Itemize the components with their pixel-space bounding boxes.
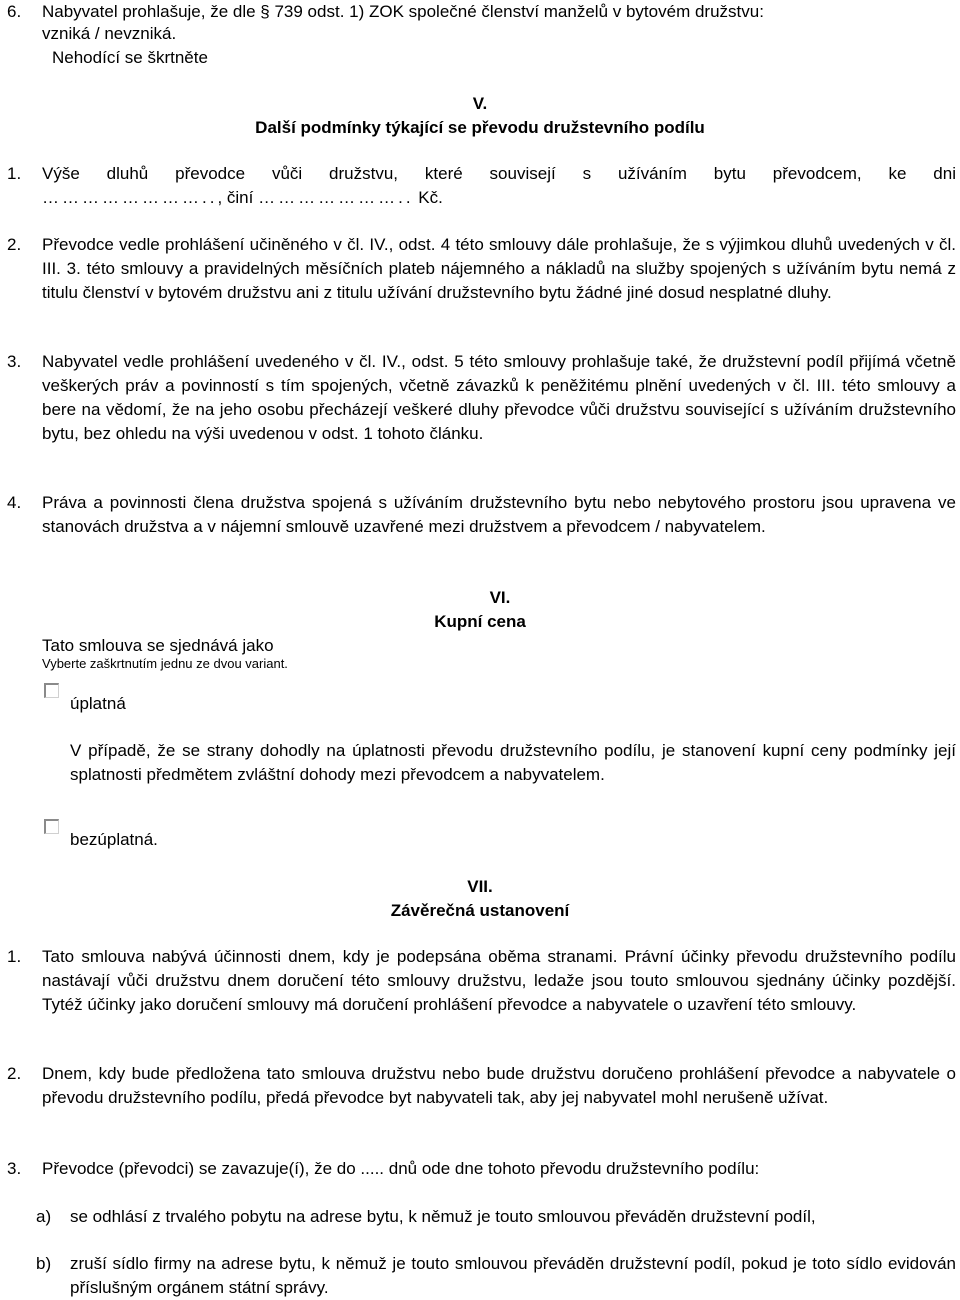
price-type-intro: Tato smlouva se sjednává jako bbox=[42, 636, 274, 655]
free-checkbox[interactable] bbox=[44, 819, 59, 834]
s5-item-4-number: 4. bbox=[7, 493, 22, 512]
section-7-title: Závěrečná ustanovení bbox=[390, 901, 570, 920]
item-6-line1: Nabyvatel prohlašuje, že dle § 739 odst. 1) ZOK společné členství manželů v bytovém družstvu: bbox=[42, 2, 764, 21]
section-5-title: Další podmínky týkající se převodu družstevního podílu bbox=[255, 118, 705, 137]
debt-date-blank[interactable]: …………………….. bbox=[42, 188, 218, 207]
s7-subitem-a-label: a) bbox=[36, 1207, 52, 1226]
s5-item-4-text: Práva a povinnosti člena družstva spojená s užíváním družstevního bytu nebo nebytového prostoru jsou upravena ve stanovách družstva a v nájemní smlouvě uzavřené mezi družstvem a převodcem / nabyvatelem. bbox=[42, 493, 956, 536]
paid-option-label: úplatná bbox=[70, 694, 126, 713]
debt-date-suffix: , činí bbox=[217, 188, 254, 207]
s5-item-3-text: Nabyvatel vedle prohlášení uvedeného v čl. IV., odst. 5 této smlouvy prohlašuje také, že družstevní podíl přijímá včetně veškerých práv a povinností s tím spojených, včetně závazků k peněžitému plnění uvedených v čl. III. této smlouvy a bere na vědomí, že na jeho osobu přecházejí veškeré dluhy převodce vůči družstvu související s užíváním družstevního bytu, bez ohledu na výši uvedenou v odst. 1 tohoto článku. bbox=[42, 352, 956, 443]
item-6-options: vzniká / nevzniká. bbox=[42, 24, 177, 43]
s7-subitem-b-text: zruší sídlo firmy na adrese bytu, k němuž je touto smlouvou převáděn družstevní podíl, pokud je toto sídlo evidován příslušným orgánem státní správy. bbox=[70, 1254, 956, 1297]
s5-item-2-text: Převodce vedle prohlášení učiněného v čl. IV., odst. 4 této smlouvy dále prohlašuje, že s výjimkou dluhů uvedených v čl. III. 3. této smlouvy a pravidelných měsíčních plateb nájemného a nákladů na služby spojených s užíváním bytu nemá z titulu členství v bytovém družstvu ani z titulu užívání družstevního bytu žádné jiné dosud nesplatné dluhy. bbox=[42, 235, 956, 302]
s7-item-3-number: 3. bbox=[7, 1159, 22, 1178]
price-type-hint: Vyberte zaškrtnutím jednu ze dvou variant. bbox=[42, 656, 288, 671]
s7-subitem-b-label: b) bbox=[36, 1254, 52, 1273]
s7-item-2-number: 2. bbox=[7, 1064, 22, 1083]
s5-item-3-number: 3. bbox=[7, 352, 22, 371]
section-5-numeral: V. bbox=[472, 94, 488, 113]
section-7-numeral: VII. bbox=[467, 877, 493, 896]
s7-item-3-text: Převodce (převodci) se zavazuje(í), že do ..... dnů ode dne tohoto převodu družstevního podílu: bbox=[42, 1159, 760, 1178]
s5-item-1-line1: Výše dluhů převodce vůči družstvu, které souvisejí s užíváním bytu převodcem, ke dni bbox=[42, 164, 956, 183]
free-option-label: bezúplatná. bbox=[70, 830, 158, 849]
section-6-title: Kupní cena bbox=[434, 612, 526, 631]
s7-item-1-number: 1. bbox=[7, 947, 22, 966]
debt-amount-blank[interactable]: ………………….. bbox=[258, 188, 414, 207]
debt-currency: Kč. bbox=[413, 188, 443, 207]
paid-option-text: V případě, že se strany dohodly na úplatnosti převodu družstevního podílu, je stanovení kupní ceny podmínky její splatnosti předmětem zvláštní dohody mezi převodcem a nabyvatelem. bbox=[70, 741, 956, 784]
item-6-note: Nehodící se škrtněte bbox=[52, 48, 208, 67]
item-6-number: 6. bbox=[7, 2, 22, 21]
paid-checkbox[interactable] bbox=[44, 683, 59, 698]
s7-item-2-text: Dnem, kdy bude předložena tato smlouva družstvu nebo bude družstvu doručeno prohlášení převodce a nabyvatele o převodu družstevního podílu, předá převodce byt nabyvateli tak, aby jej nabyvatel mohl nerušeně užívat. bbox=[42, 1064, 956, 1107]
s5-item-1-number: 1. bbox=[7, 164, 22, 183]
s7-subitem-a-text: se odhlásí z trvalého pobytu na adrese bytu, k němuž je touto smlouvou převáděn družstevní podíl, bbox=[70, 1207, 816, 1226]
s7-item-1-text: Tato smlouva nabývá účinnosti dnem, kdy je podepsána oběma stranami. Právní účinky převodu družstevního podílu nastávají vůči družstvu dnem doručení této smlouvy družstvu, ledaže jsou touto smlouvou sjednány účinky pozdější. Tytéž účinky jako doručení smlouvy má doručení prohlášení převodce a nabyvatele o uzavření této smlouvy. bbox=[42, 947, 956, 1014]
s5-item-2-number: 2. bbox=[7, 235, 22, 254]
s5-item-1-line2 bbox=[42, 186, 443, 210]
section-6-numeral: VI. bbox=[489, 588, 511, 607]
